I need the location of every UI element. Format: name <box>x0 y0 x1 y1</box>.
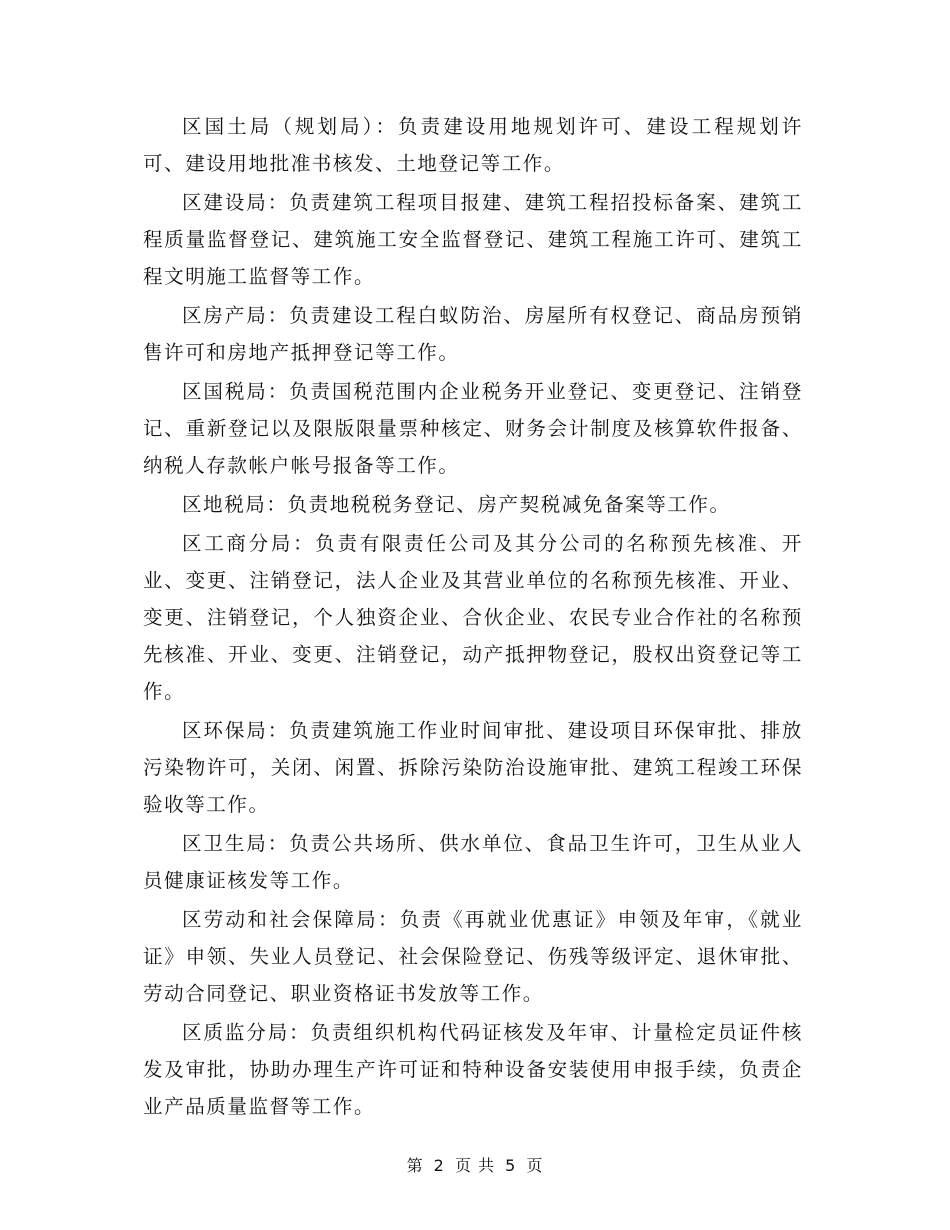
page-number-footer <box>0 1153 950 1176</box>
document-body <box>143 108 803 1127</box>
paragraph-local-tax-bureau: 区地税局：负责地税税务登记、房产契税减免备案等工作。 <box>182 493 731 516</box>
current-page-number: 2 <box>433 1156 445 1175</box>
paragraph-health-bureau: 区卫生局：负责公共场所、供水单位、食品卫生许可，卫生从业人员健康证核发等工作。 <box>143 832 803 892</box>
paragraph-commerce-bureau: 区工商分局：负责有限责任公司及其分公司的名称预先核准、开业、变更、注销登记，法人企业及其营业单位的名称预先核准、开业、变更、注销登记，个人独资企业、合伙企业、农民专业合作社的名称预先核准、开业、变更、注销登记，动产抵押物登记，股权出资登记等工作。 <box>143 532 803 703</box>
footer-suffix: 页 <box>526 1156 544 1175</box>
paragraph-environment-bureau: 区环保局：负责建筑施工作业时间审批、建设项目环保审批、排放污染物许可，关闭、闲置、拆除污染防治设施审批、建筑工程竣工环保验收等工作。 <box>143 719 803 816</box>
paragraph-labor-bureau: 区劳动和社会保障局：负责《再就业优惠证》申领及年审，《就业证》申领、失业人员登记、社会保险登记、伤残等级评定、退休审批、劳动合同登记、职业资格证书发放等工作。 <box>143 908 803 1005</box>
footer-middle: 页 共 <box>454 1156 496 1175</box>
paragraph-quality-bureau: 区质监分局：负责组织机构代码证核发及年审、计量检定员证件核发及审批，协助办理生产许可证和特种设备安装使用申报手续，负责企业产品质量监督等工作。 <box>143 1021 803 1118</box>
paragraph-national-tax-bureau: 区国税局：负责国税范围内企业税务开业登记、变更登记、注销登记、重新登记以及限版限量票种核定、财务会计制度及核算软件报备、纳税人存款帐户帐号报备等工作。 <box>143 380 803 477</box>
paragraph-construction-bureau: 区建设局：负责建筑工程项目报建、建筑工程招投标备案、建筑工程质量监督登记、建筑施工安全监督登记、建筑工程施工许可、建筑工程文明施工监督等工作。 <box>143 191 803 288</box>
paragraph-housing-bureau: 区房产局：负责建设工程白蚁防治、房屋所有权登记、商品房预销售许可和房地产抵押登记等工作。 <box>143 304 803 364</box>
paragraph-land-bureau: 区国土局（规划局）：负责建设用地规划许可、建设工程规划许可、建设用地批准书核发、土地登记等工作。 <box>143 115 803 175</box>
total-pages-number: 5 <box>505 1156 517 1175</box>
footer-prefix: 第 <box>406 1156 424 1175</box>
